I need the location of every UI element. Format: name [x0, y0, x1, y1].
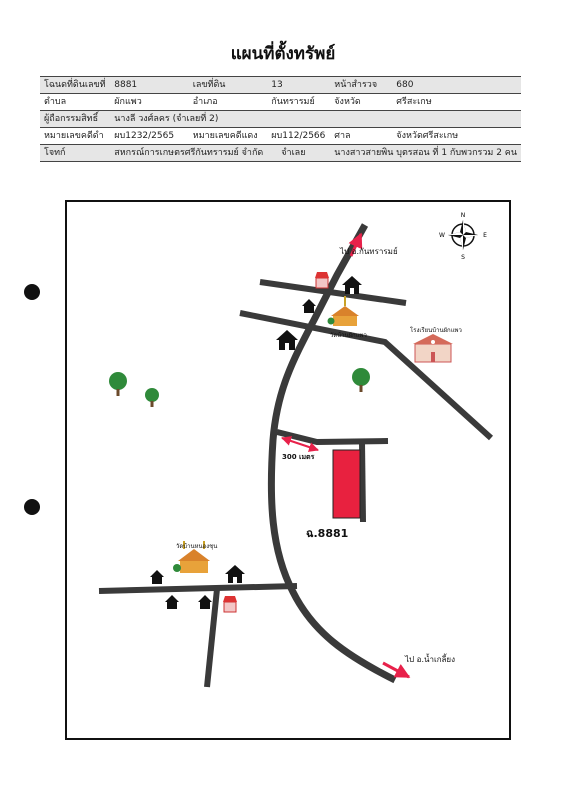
label-temple-phak-phaeo: วัดบ้านผักแพว [330, 332, 367, 339]
house-icon [342, 276, 362, 294]
label-to-kanthararom: ไป อ.กันทรารมย์ [340, 247, 398, 256]
road-parcel [277, 432, 388, 442]
court-value: จังหวัดศรีสะเกษ [396, 131, 459, 141]
tree-icon [352, 368, 370, 392]
defendant-value: นางสาวสายพิน บุตรสอน ที่ 1 กับพวกรวม 2 คน [334, 148, 517, 158]
school-icon [413, 334, 453, 362]
province-label: จังหวัด [334, 97, 361, 107]
tree-icon [145, 388, 159, 407]
house-icon [198, 595, 212, 609]
tree-icon [173, 564, 181, 572]
survey-page-value: 680 [396, 80, 414, 90]
house-icon [276, 330, 298, 350]
shop-icon [223, 596, 237, 612]
subdistrict-value: ผักแพว [114, 97, 142, 107]
house-icon [302, 299, 316, 313]
label-distance: 300 เมตร [282, 453, 315, 461]
info-row-parties [40, 145, 521, 162]
plaintiff-label: โจทก์ [44, 148, 66, 158]
red-case-value: ผบ112/2566 [271, 131, 326, 141]
black-case-value: ผบ1232/2565 [114, 131, 175, 141]
court-label: ศาล [334, 131, 351, 141]
province-value: ศรีสะเกษ [396, 97, 432, 107]
shop-icon [315, 272, 329, 288]
property-info-table [40, 76, 521, 162]
page-title: แผนที่ตั้งทรัพย์ [230, 44, 336, 64]
info-row-location [40, 94, 521, 111]
district-label: อำเภอ [192, 97, 218, 107]
info-row-deed [40, 77, 521, 94]
red-case-label: หมายเลขคดีแดง [192, 131, 258, 141]
subdistrict-label: ตำบล [44, 97, 67, 107]
compass-west: W [439, 232, 445, 239]
temple-icon [331, 296, 359, 326]
info-row-owner [40, 111, 521, 128]
compass-icon [448, 220, 478, 250]
defendant-label: จำเลย [281, 148, 306, 158]
info-row-case [40, 128, 521, 145]
owner-value: นางลี วงศ์ลคร (จำเลยที่ 2) [114, 114, 219, 124]
road-parcel-east [362, 442, 363, 522]
plaintiff-value: สหกรณ์การเกษตรศรีกันทรารมย์ จำกัด [114, 148, 264, 158]
house-icon [225, 565, 245, 583]
owner-label: ผู้ถือกรรมสิทธิ์ [44, 114, 99, 124]
land-no-value: 13 [271, 80, 283, 90]
title-deed-label: โฉนดที่ดินเลขที่ [44, 80, 106, 90]
label-to-nam-kliang: ไป อ.น้ำเกลี้ยง [405, 655, 456, 664]
label-deed-number: ฉ.8881 [306, 527, 349, 540]
district-value: กันทรารมย์ [271, 97, 315, 107]
road-south-horizontal [99, 586, 297, 591]
compass-east: E [483, 232, 487, 239]
compass-north: N [460, 212, 466, 219]
black-case-label: หมายเลขคดีดำ [44, 131, 104, 141]
binder-hole-bottom [24, 499, 40, 515]
tree-icon [328, 318, 335, 325]
compass-south: S [461, 254, 465, 261]
label-school-phak-phaeo: โรงเรียนบ้านผักแพว [410, 327, 462, 334]
binder-hole-top [24, 284, 40, 300]
survey-page-label: หน้าสำรวจ [334, 80, 378, 90]
land-parcel [333, 450, 360, 518]
house-icon [165, 595, 179, 609]
land-no-label: เลขที่ดิน [192, 80, 226, 90]
tree-icon [109, 372, 127, 396]
label-temple-nong-chun: วัดบ้านหนองชุน [176, 543, 218, 550]
house-icon [150, 570, 164, 584]
title-deed-value: 8881 [114, 80, 138, 90]
